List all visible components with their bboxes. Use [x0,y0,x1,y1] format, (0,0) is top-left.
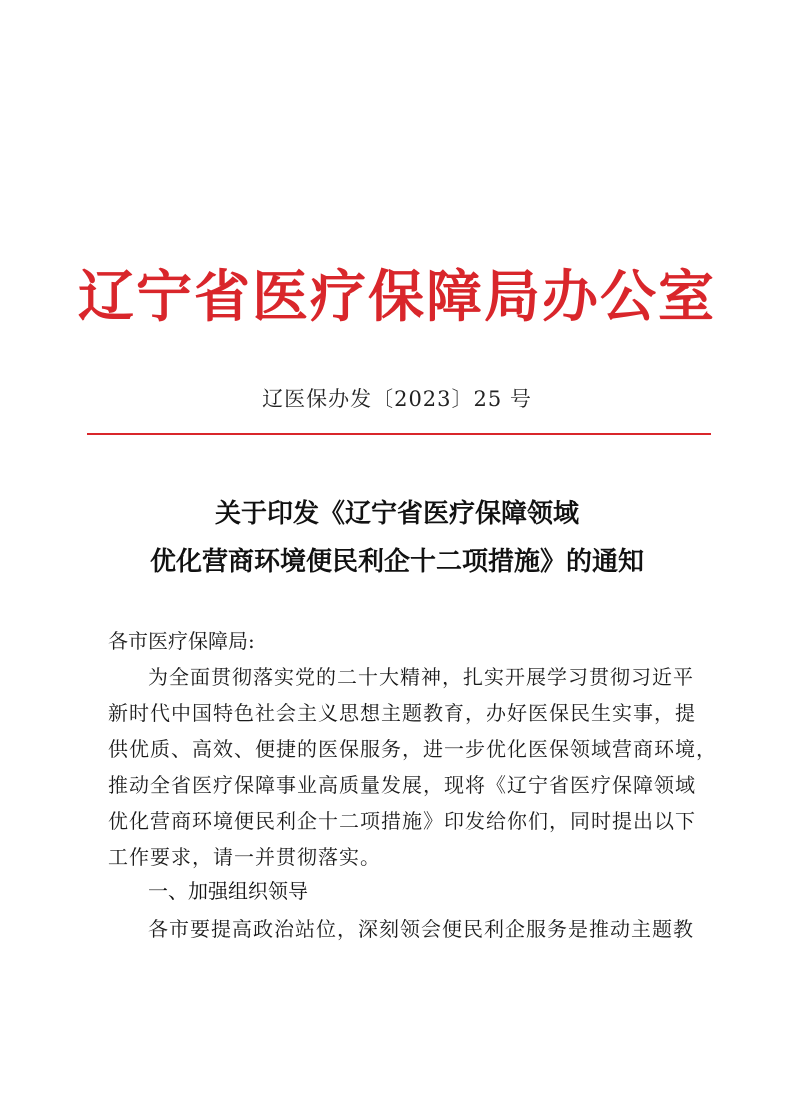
body-paragraph-1-line: 优化营商环境便民利企十二项措施》印发给你们，同时提出以下 [108,809,696,833]
body-paragraph-1-line: 新时代中国特色社会主义思想主题教育，办好医保民生实事，提 [108,701,696,725]
body-paragraph-2-line: 各市要提高政治站位，深刻领会便民利企服务是推动主题教 [148,917,694,941]
notice-title-line-1: 关于印发《辽宁省医疗保障领域 [214,499,579,529]
section-1-heading: 一、加强组织领导 [148,879,308,903]
issuing-organization-header: 辽宁省医疗保障局办公室 [78,264,716,330]
body-paragraph-1-line: 为全面贯彻落实党的二十大精神，扎实开展学习贯彻习近平 [148,665,694,689]
body-paragraph-1-line: 供优质、高效、便捷的医保服务，进一步优化医保领域营商环境， [108,737,717,761]
body-paragraph-1-line: 工作要求，请一并贯彻落实。 [108,845,381,869]
red-divider-rule [87,433,711,435]
document-number: 辽医保办发〔2023〕25 号 [262,387,532,411]
body-paragraph-1-line: 推动全省医疗保障事业高质量发展，现将《辽宁省医疗保障领域 [108,773,696,797]
salutation: 各市医疗保障局: [108,629,255,653]
notice-title-line-2: 优化营商环境便民利企十二项措施》的通知 [149,547,644,577]
